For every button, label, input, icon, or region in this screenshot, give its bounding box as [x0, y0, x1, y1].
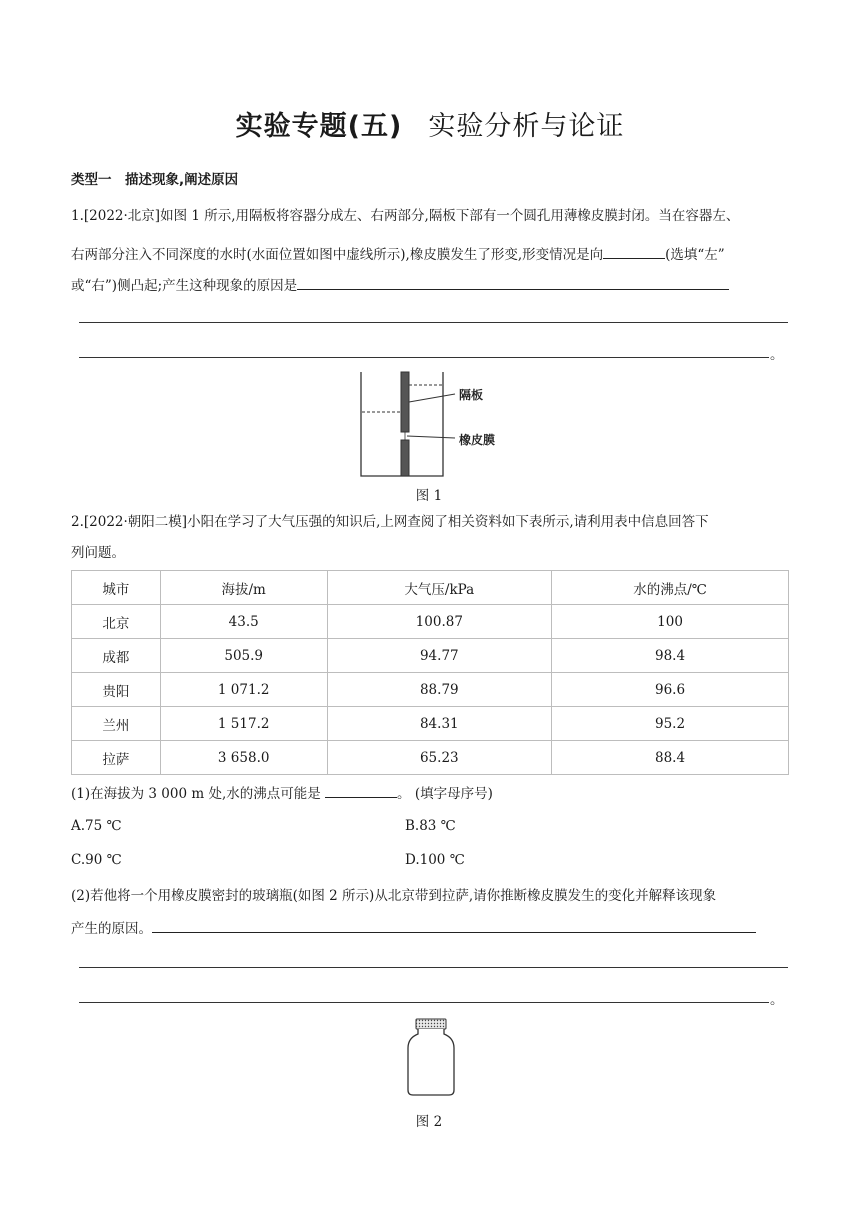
table-row	[72, 673, 789, 707]
q2-number: 2.	[71, 514, 84, 530]
q2-sub2-line1: (2)若他将一个用橡皮膜密封的玻璃瓶(如图 2 所示)从北京带到拉萨,请你推断橡皮膜发生的变化并解释该现象	[71, 888, 717, 904]
figure1-label-membrane: 橡皮膜	[459, 433, 495, 447]
table-cell: 成都	[72, 639, 161, 673]
q2-end-mark: 。	[770, 992, 784, 1008]
figure1-membrane-leader	[407, 436, 455, 438]
q1-blank-direction[interactable]	[603, 244, 665, 259]
figure1-partition-lower	[401, 440, 409, 476]
table-row	[72, 639, 789, 673]
q2-sub2-blank[interactable]	[152, 918, 756, 933]
figure2-jar-diagram	[400, 1016, 462, 1098]
table-row	[72, 605, 789, 639]
table-header-cell: 大气压/kPa	[327, 571, 552, 605]
option-b[interactable]: B.83 ℃	[405, 818, 456, 834]
figure1-partition-upper	[401, 372, 409, 432]
table-row	[72, 741, 789, 775]
table-cell: 98.4	[552, 639, 789, 673]
q2-line2: 列问题。	[71, 545, 125, 561]
q2-sub1	[71, 783, 789, 804]
option-a[interactable]: A.75 ℃	[71, 818, 122, 834]
title-sub: 实验分析与论证	[428, 111, 625, 142]
table-cell: 88.4	[552, 741, 789, 775]
table-cell: 拉萨	[72, 741, 161, 775]
table-cell: 100.87	[327, 605, 552, 639]
q1-end-mark: 。	[770, 347, 784, 363]
table-header-cell: 城市	[72, 571, 161, 605]
title-main: 实验专题(五)	[235, 111, 403, 142]
table-cell: 100	[552, 605, 789, 639]
table-cell: 1 517.2	[160, 707, 327, 741]
q2-source: [2022·朝阳二模]	[83, 514, 188, 530]
q2-sub1-tail: 。 (填字母序号)	[397, 786, 493, 802]
table-cell: 兰州	[72, 707, 161, 741]
table-header-cell: 海拔/m	[160, 571, 327, 605]
table-cell: 84.31	[327, 707, 552, 741]
table-cell: 88.79	[327, 673, 552, 707]
figure1-label-partition: 隔板	[459, 388, 484, 402]
q1-line1	[71, 206, 789, 226]
q1-answer-line-1[interactable]	[79, 322, 788, 323]
q1-source: [2022·北京]	[83, 208, 161, 224]
figure2-membrane-texture	[416, 1019, 446, 1029]
table-cell: 95.2	[552, 707, 789, 741]
page-title	[0, 104, 860, 143]
table-header-row	[72, 571, 789, 605]
table-cell: 43.5	[160, 605, 327, 639]
q2-sub1-text: (1)在海拔为 3 000 m 处,水的沸点可能是	[71, 786, 321, 802]
data-table	[71, 570, 789, 775]
table-cell: 贵阳	[72, 673, 161, 707]
table-cell: 96.6	[552, 673, 789, 707]
q2-sub2-text-2: 产生的原因。	[71, 921, 152, 937]
q1-line3	[71, 275, 789, 296]
q1-text-3: 或“右”)侧凸起;产生这种现象的原因是	[71, 278, 298, 294]
q2-answer-line-1[interactable]	[79, 967, 788, 968]
q1-text-2b: (选填“左”	[665, 247, 725, 263]
q2-answer-line-2[interactable]	[79, 1002, 769, 1003]
table-cell: 505.9	[160, 639, 327, 673]
q1-text-2: 右两部分注入不同深度的水时(水面位置如图中虚线所示),橡皮膜发生了形变,形变情况是向	[71, 247, 604, 263]
table-row	[72, 707, 789, 741]
table-cell: 3 658.0	[160, 741, 327, 775]
q1-text-1: 如图 1 所示,用隔板将容器分成左、右两部分,隔板下部有一个圆孔用薄橡皮膜封闭。当在容器左、	[160, 208, 740, 224]
table-header-cell: 水的沸点/℃	[552, 571, 789, 605]
table-cell: 北京	[72, 605, 161, 639]
q2-sub1-blank[interactable]	[325, 783, 397, 798]
q1-line2	[71, 244, 789, 265]
q1-answer-line-2[interactable]	[79, 357, 769, 358]
option-d[interactable]: D.100 ℃	[405, 852, 465, 868]
figure1-caption: 图 1	[415, 488, 443, 504]
figure1-container-diagram	[355, 368, 495, 480]
figure1-partition-leader	[409, 394, 455, 402]
table-cell: 1 071.2	[160, 673, 327, 707]
option-c[interactable]: C.90 ℃	[71, 852, 122, 868]
section-heading: 类型一 描述现象,阐述原因	[71, 172, 239, 188]
q2-text-1: 小阳在学习了大气压强的知识后,上网查阅了相关资料如下表所示,请利用表中信息回答下	[187, 514, 709, 530]
q1-number: 1.	[71, 208, 84, 224]
q2-line1	[71, 512, 789, 532]
figure2-jar-body	[408, 1029, 454, 1095]
q1-blank-reason[interactable]	[297, 275, 729, 290]
q2-sub2-line2	[71, 918, 789, 939]
figure2-caption: 图 2	[415, 1114, 443, 1130]
table-cell: 94.77	[327, 639, 552, 673]
table-cell: 65.23	[327, 741, 552, 775]
